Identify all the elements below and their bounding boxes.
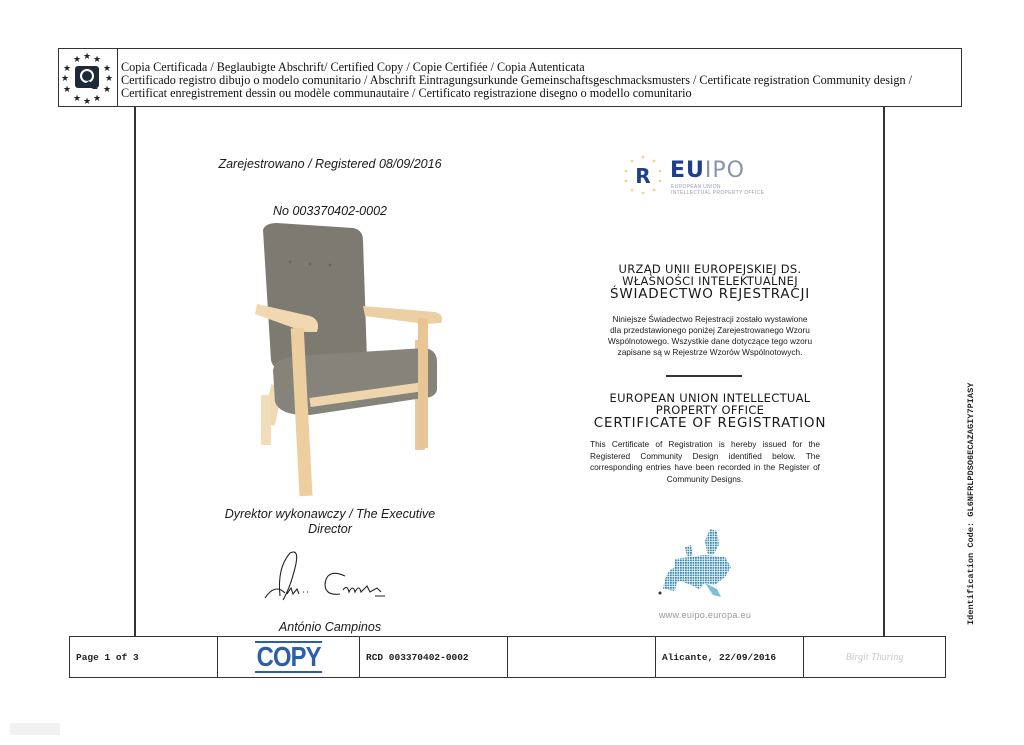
svg-text:★: ★ xyxy=(104,74,114,84)
euipo-logo xyxy=(620,153,790,197)
place-date: Alicante, 22/09/2016 xyxy=(656,637,804,677)
polish-body-line: Niniejsze Świadectwo Rejestracji zostało wystawione xyxy=(612,314,808,324)
director-name: António Campinos xyxy=(278,620,382,634)
copy-stamp: COPY xyxy=(256,641,321,672)
header-line-3: Certificat enregistrement dessin ou modèle communautaire / Certificato registrazione disegno o modello comunitario xyxy=(121,86,692,101)
svg-text:★: ★ xyxy=(62,64,72,74)
svg-text:★: ★ xyxy=(60,74,70,84)
scan-artifact xyxy=(10,723,60,735)
polish-body-line: Wspólnotowego. Wszystkie dane dotyczące tego wzoru xyxy=(607,336,813,346)
logo-sub-1: EUROPEAN UNION xyxy=(671,184,721,190)
website-url[interactable]: www.euipo.europa.eu xyxy=(658,610,752,620)
page-indicator: Page 1 of 3 xyxy=(70,637,218,677)
polish-body-line: dla przedstawionego poniżej Zarejestrowanego Wzoru xyxy=(610,325,810,335)
svg-text:★: ★ xyxy=(82,52,92,62)
frame-left-line xyxy=(134,107,136,636)
certified-copy-header xyxy=(121,61,912,101)
svg-text:★: ★ xyxy=(92,94,102,104)
registration-date: Zarejestrowano / Registered 08/09/2016 xyxy=(218,157,442,171)
eu-map-icon xyxy=(655,527,745,602)
logo-word-ipo: IPO xyxy=(704,158,745,183)
eu-stars-r-icon xyxy=(58,48,116,105)
header-line-2: Certificado registro dibujo o modelo comunitario / Abschrift Eintragungsurkunde Gemeinschaftsgeschmacksmusters / Certificate registration Community design / xyxy=(121,73,912,88)
rcd-number: RCD 003370402-0002 xyxy=(360,637,508,677)
svg-text:★: ★ xyxy=(102,85,112,95)
director-title-line-2: Director xyxy=(308,522,352,536)
english-heading-3: CERTIFICATE OF REGISTRATION xyxy=(593,415,827,431)
identification-code: Identification Code: GL6NFRLPDSO6ECAZAGIY7PIASY xyxy=(966,382,976,625)
logo-sub-2: INTELLECTUAL PROPERTY OFFICE xyxy=(671,190,765,196)
svg-text:★: ★ xyxy=(92,55,102,65)
section-divider xyxy=(666,375,742,377)
footer-table xyxy=(69,636,946,678)
frame-right-line xyxy=(883,107,885,636)
polish-heading-3: ŚWIADECTWO REJESTRACJI xyxy=(609,286,811,302)
header-line-1: Copia Certificada / Beglaubigte Abschrift/ Certified Copy / Copie Certifiée / Copia Autenticata xyxy=(121,60,585,74)
empty-cell xyxy=(508,637,656,677)
svg-text:★: ★ xyxy=(72,55,82,65)
english-heading-2: PROPERTY OFFICE xyxy=(655,403,765,417)
signature-icon xyxy=(255,548,405,608)
english-heading xyxy=(545,392,875,431)
armchair-photo xyxy=(255,220,450,500)
logo-word-eu: EU xyxy=(670,158,705,183)
svg-text:★: ★ xyxy=(72,94,82,104)
copy-stamp-cell xyxy=(218,637,360,677)
polish-body xyxy=(585,314,835,358)
polish-heading-1: URZĄD UNII EUROPEJSKIEJ DS. xyxy=(618,262,802,276)
director-title xyxy=(200,507,460,537)
certifier-signature: Birgit Thuring xyxy=(845,651,904,663)
logo-cell xyxy=(58,48,118,107)
polish-heading-2: WŁASNOŚCI INTELEKTUALNEJ xyxy=(622,274,798,288)
svg-text:★: ★ xyxy=(62,85,72,95)
euipo-r-stars-icon xyxy=(620,153,666,197)
polish-heading xyxy=(545,263,875,302)
svg-text:★: ★ xyxy=(82,97,92,105)
registration-number: No 003370402-0002 xyxy=(273,204,387,218)
english-heading-1: EUROPEAN UNION INTELLECTUAL xyxy=(609,391,811,405)
svg-text:R: R xyxy=(635,164,651,188)
director-title-line-1: Dyrektor wykonawczy / The Executive xyxy=(224,507,436,521)
english-body: This Certificate of Registration is hereby issued for the Registered Community Design identified below. The corresponding entries have been recorded in the Register of Community Designs. xyxy=(590,439,820,484)
svg-text:★: ★ xyxy=(102,64,112,74)
polish-body-line: zapisane są w Rejestrze Wzorów Wspólnotowych. xyxy=(617,347,803,357)
